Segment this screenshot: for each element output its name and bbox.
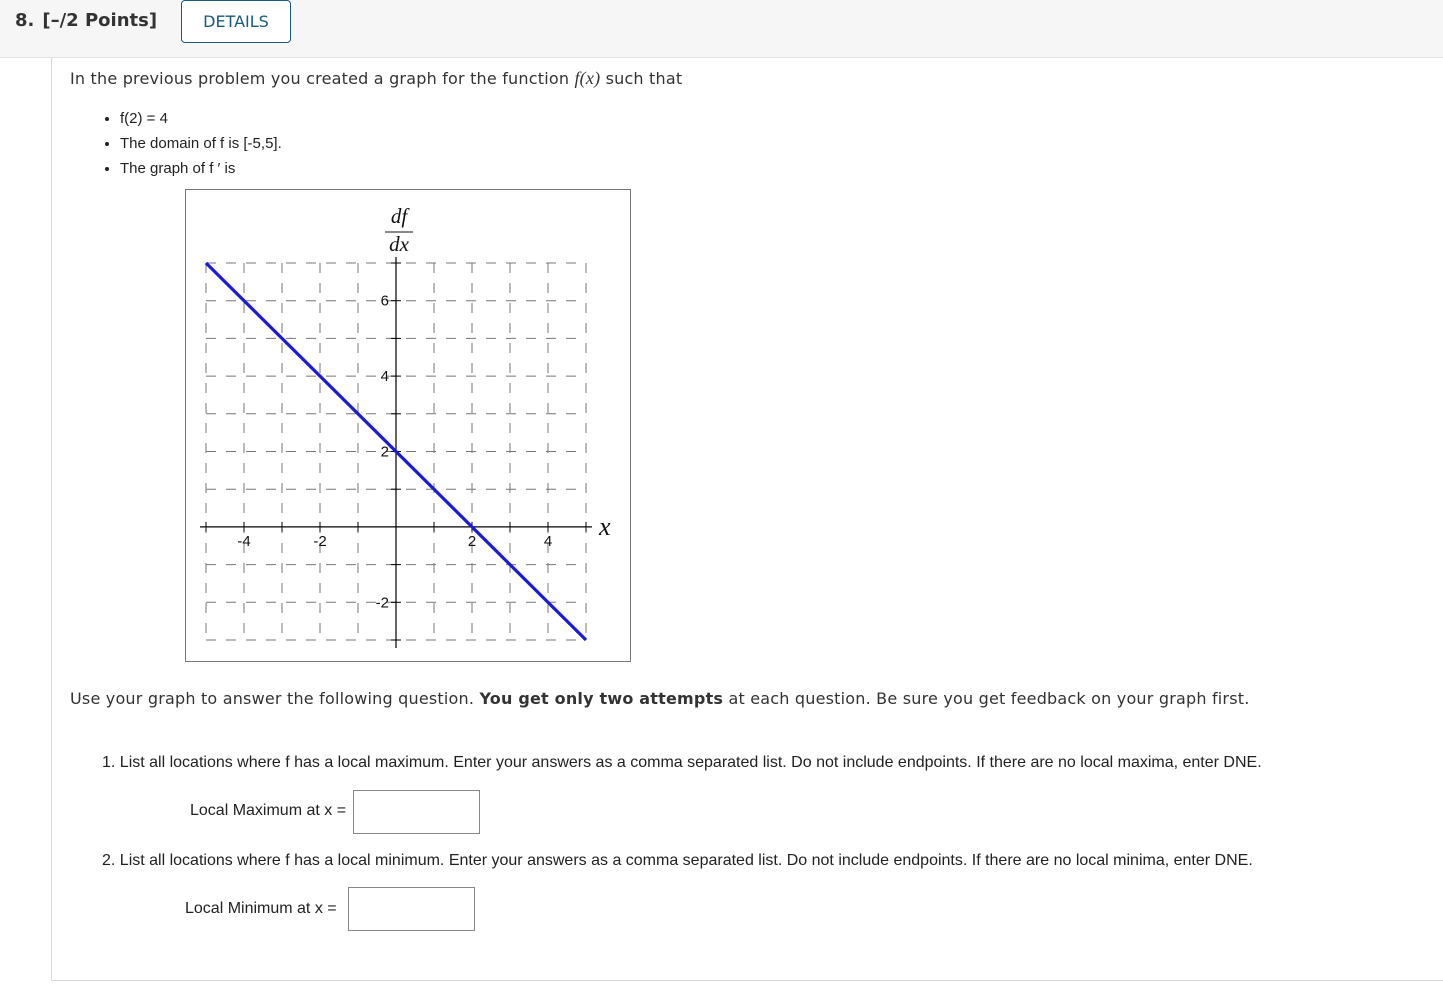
question-number bbox=[15, 10, 157, 31]
question-2-text: 2. List all locations where f has a local minimum. Enter your answers as a comma separated list. Do not include endpoints. If there are no local minima, enter DNE. bbox=[102, 852, 1253, 869]
details-button[interactable]: DETAILS bbox=[181, 0, 291, 43]
local-min-label: Local Minimum at x = bbox=[185, 900, 337, 917]
y-axis-label-numerator: df bbox=[390, 204, 408, 228]
question-index: 8. bbox=[15, 10, 35, 31]
y-tick-label: 6 bbox=[380, 292, 389, 310]
intro-function: f(x) bbox=[574, 68, 601, 88]
y-tick-label: 2 bbox=[380, 443, 389, 461]
condition-item: • The domain of f is [-5,5]. bbox=[120, 133, 282, 158]
condition-item: • f(2) = 4 bbox=[120, 108, 282, 133]
y-tick-label: 4 bbox=[380, 368, 389, 386]
question-1-text: 1. List all locations where f has a local maximum. Enter your answers as a comma separated list. Do not include endpoints. If there are no local maxima, enter DNE. bbox=[102, 754, 1262, 771]
x-tick-label: -2 bbox=[313, 532, 327, 550]
problem-intro bbox=[70, 68, 682, 89]
derivative-graph-svg bbox=[186, 190, 630, 661]
instructions bbox=[70, 689, 1250, 708]
intro-text-after: such that bbox=[605, 69, 683, 88]
y-tick-label: -2 bbox=[375, 594, 389, 612]
x-tick-label: 2 bbox=[467, 532, 477, 550]
y-axis-label-denominator: dx bbox=[389, 232, 409, 256]
question-points: [–/2 Points] bbox=[42, 10, 158, 31]
local-max-label: Local Maximum at x = bbox=[190, 802, 347, 819]
local-max-input[interactable] bbox=[353, 790, 480, 834]
question-header bbox=[0, 0, 1443, 58]
x-tick-label: 4 bbox=[543, 532, 553, 550]
instructions-pre: Use your graph to answer the following question. bbox=[70, 689, 475, 708]
derivative-graph bbox=[185, 189, 631, 662]
instructions-post: at each question. Be sure you get feedback on your graph first. bbox=[728, 689, 1250, 708]
instructions-bold: You get only two attempts bbox=[479, 689, 724, 708]
x-axis-label: x bbox=[599, 511, 611, 541]
local-min-input[interactable] bbox=[348, 887, 475, 931]
conditions-list bbox=[98, 108, 282, 183]
x-tick-label: -4 bbox=[237, 532, 251, 550]
intro-text-before: In the previous problem you created a graph for the function bbox=[70, 69, 570, 88]
condition-item: • The graph of f ′ is bbox=[120, 158, 282, 183]
